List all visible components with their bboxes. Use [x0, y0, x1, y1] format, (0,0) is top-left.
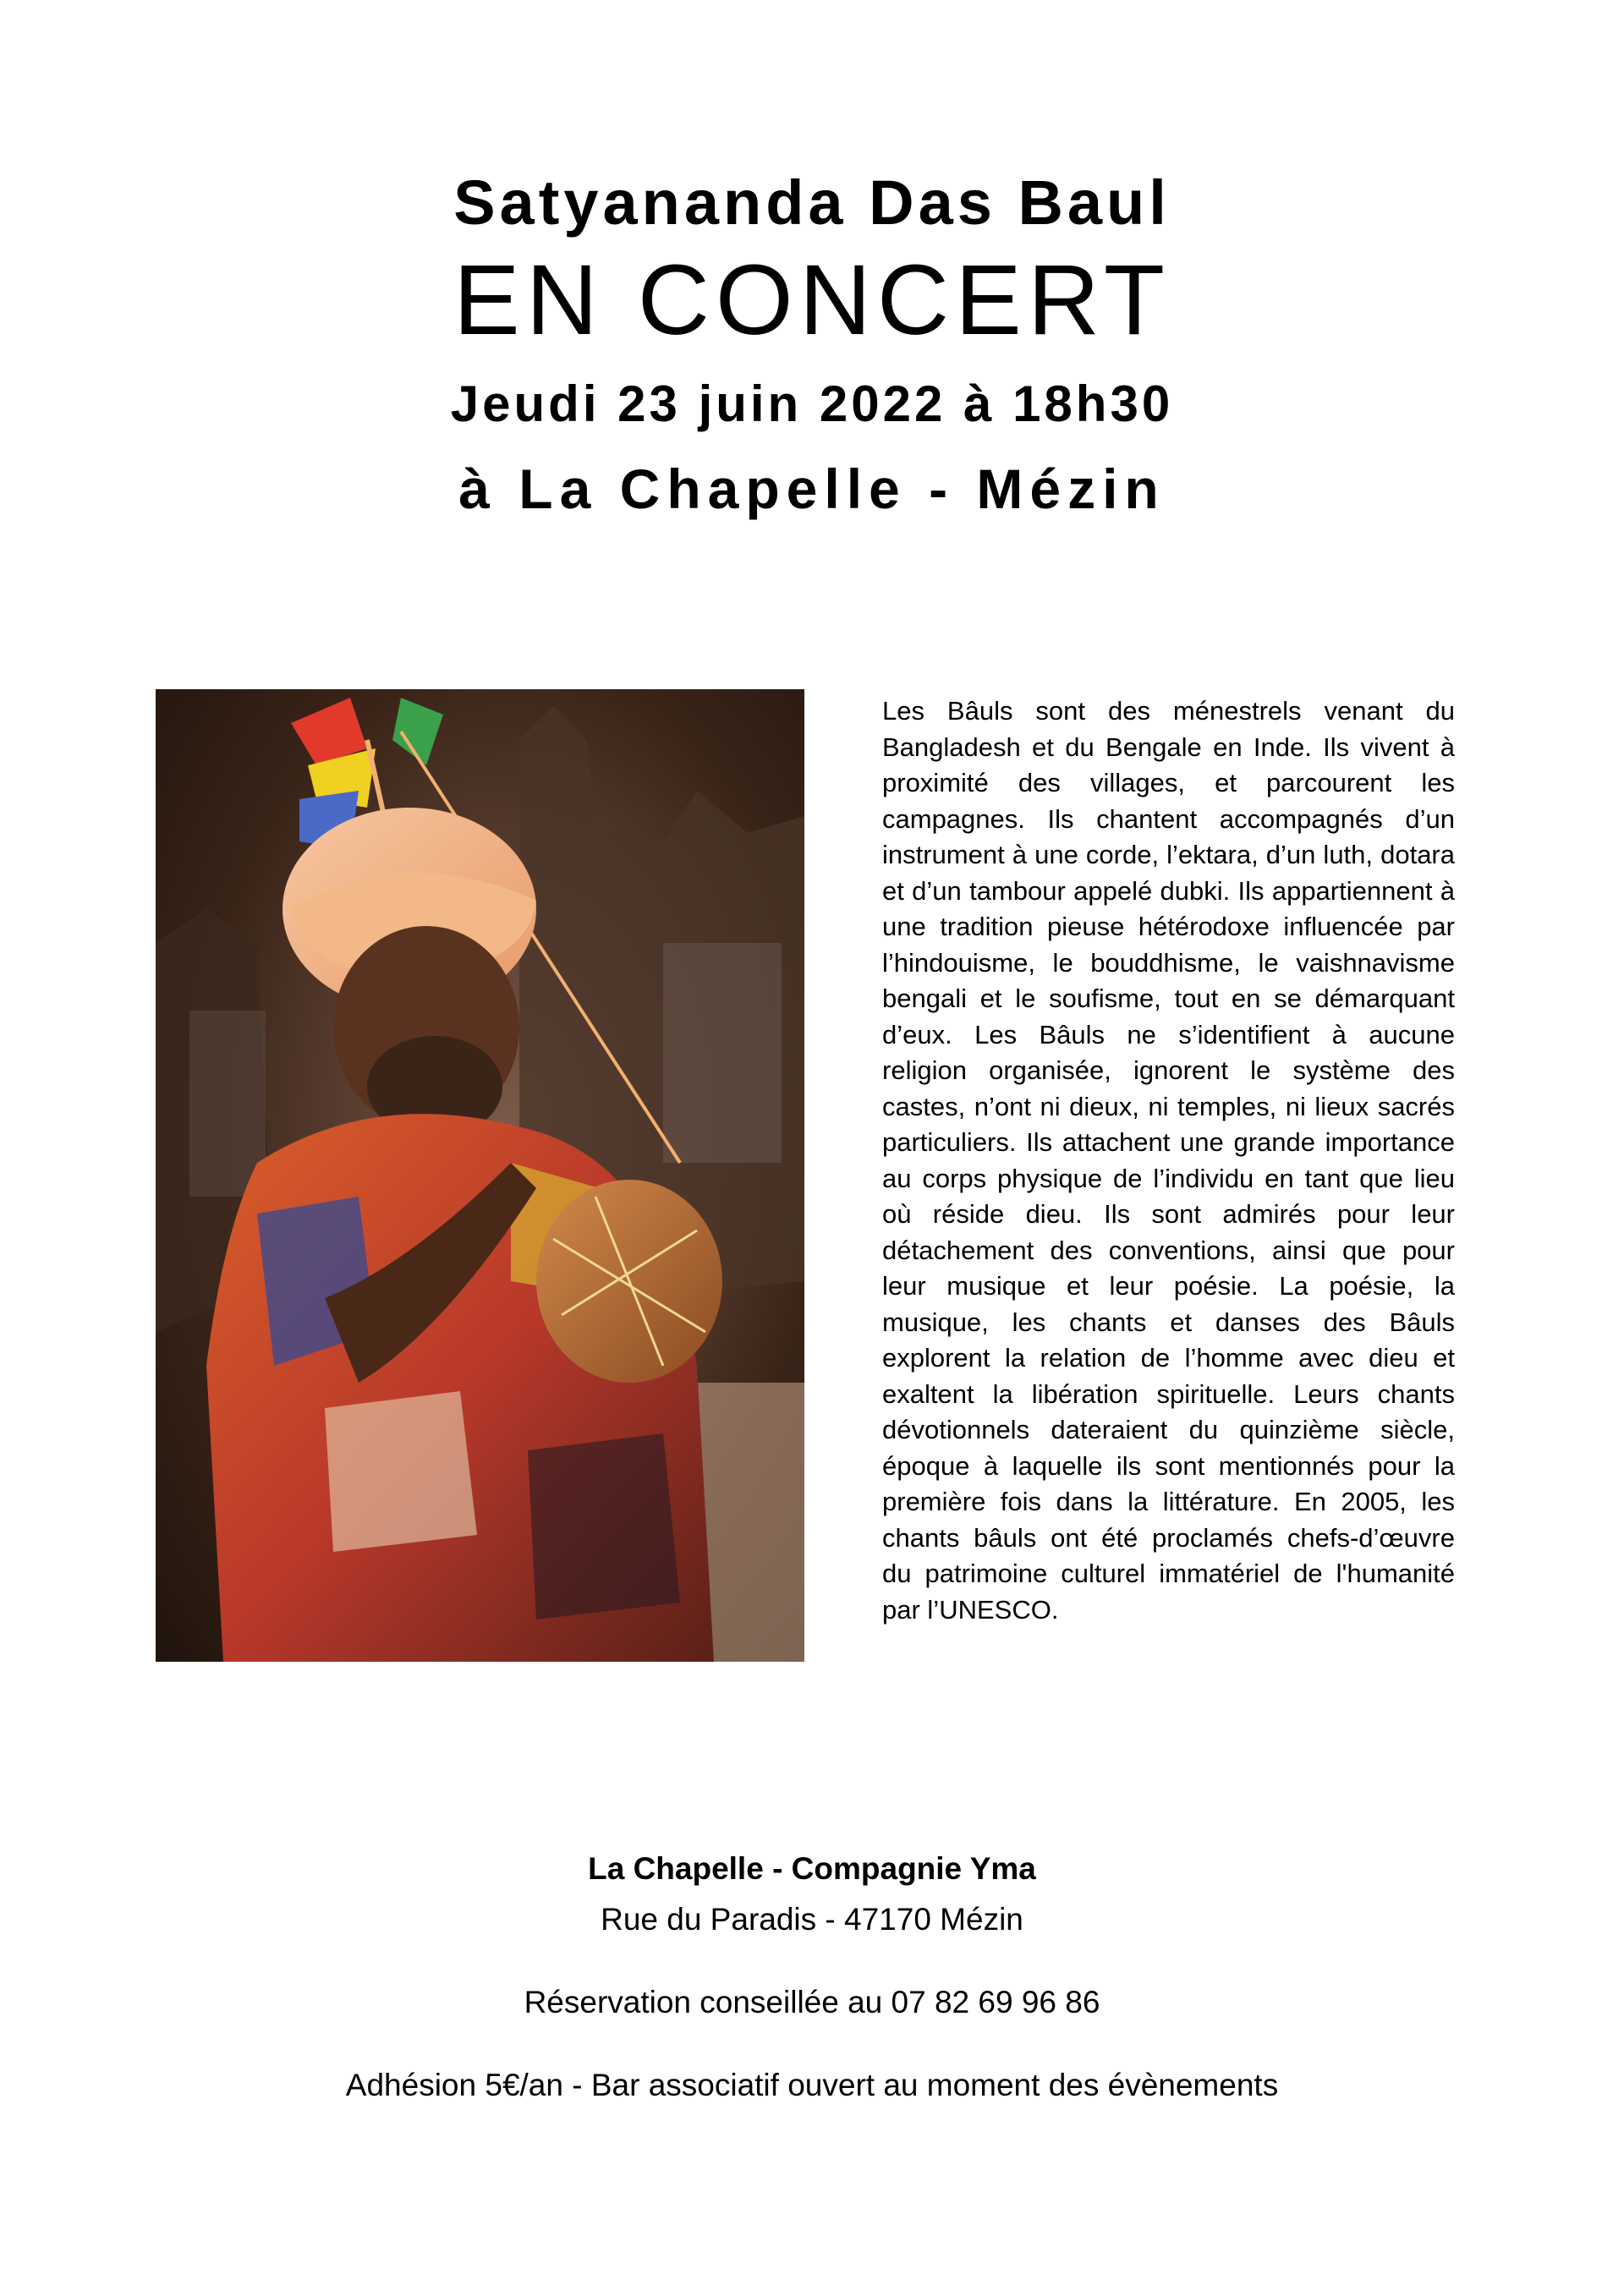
- membership-info: Adhésion 5€/an - Bar associatif ouvert au moment des évènements: [345, 2068, 1279, 2102]
- event-venue: à La Chapelle - Mézin: [458, 458, 1166, 520]
- artist-name: Satyananda Das Baul: [453, 167, 1171, 238]
- venue-address: Rue du Paradis - 47170 Mézin: [601, 1902, 1023, 1937]
- event-date: Jeudi 23 juin 2022 à 18h30: [450, 375, 1174, 432]
- reservation-info: Réservation conseillée au 07 82 69 96 86: [524, 1985, 1100, 2019]
- musician-photo-illustration: [156, 689, 804, 1662]
- bauls-description: Les Bâuls sont des ménestrels venant du Bangladesh et du Bengale en Inde. Ils vivent à proximité des villages, et parcourent les campagnes. Ils chantent accompagnés d’un instrument à une corde, l’ektara, d’un luth, dotara et d’un tambour appelé dubki. Ils appartiennent à une tradition pieuse hétérodoxe influencée par l’hindouisme, le bouddhisme, le vaishnavisme bengali et le soufisme, tout en se démarquant d’eux. Les Bâuls ne s’identifient à aucune religion organisée, ignorent le système des castes, n’ont ni dieux, ni temples, ni lieux sacrés particuliers. Ils attachent une grande importance au corps physique de l’individu en tant que lieu où réside dieu. Ils sont admirés pour leur détachement des conventions, ainsi que pour leur musique et leur poésie. La poésie, la musique, les chants et danses des Bâuls explorent la relation de l’homme avec dieu et exaltent la libération spirituelle. Leurs chants dévotionnels dateraient du quinzième siècle, époque à laquelle ils sont mentionnés pour la première fois dans la littérature. En 2005, les chants bâuls ont été proclamés chefs-d’œuvre du patrimoine culturel immatériel de l'humanité par l’UNESCO.: [882, 696, 1455, 1625]
- organizer-name: La Chapelle - Compagnie Yma: [588, 1851, 1036, 1886]
- poster-header: [0, 161, 1624, 531]
- musician-photo: [156, 689, 804, 1662]
- poster-footer: [0, 1844, 1624, 2111]
- event-title: EN CONCERT: [453, 244, 1171, 356]
